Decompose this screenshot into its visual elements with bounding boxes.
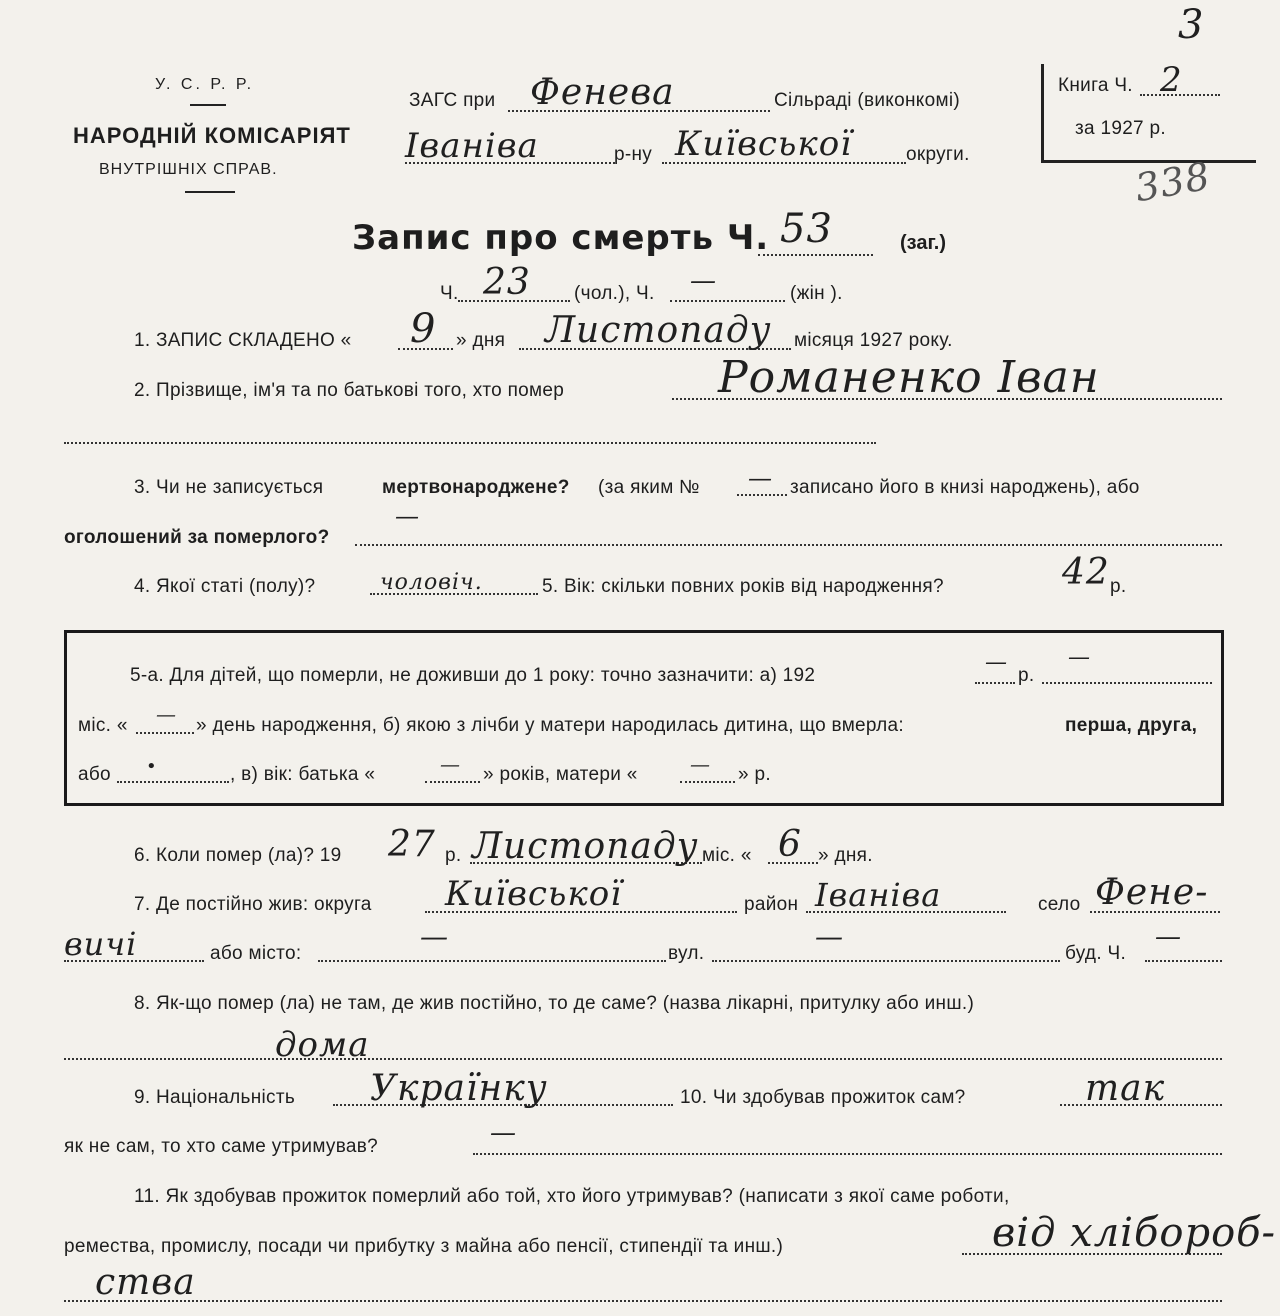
handwritten-supporter: — <box>490 1118 517 1148</box>
year-unit: р. <box>1018 665 1035 686</box>
handwritten-deceased-name: Романенко Іван <box>718 352 1100 403</box>
zags-suffix: Сільраді (виконкомі) <box>774 90 960 111</box>
handwritten-nationality: Українку <box>370 1068 548 1109</box>
divider <box>190 104 226 106</box>
dotted-line <box>473 1153 1222 1155</box>
handwritten-book-number: 2 <box>1160 60 1183 100</box>
handwritten-age: 42 <box>1062 552 1110 593</box>
item8-label: 8. Як-що помер (ла) не там, де жив постійно, то де саме? (назва лікарні, притулку або инш.) <box>134 993 975 1014</box>
item5a-month-label: міс. « <box>78 715 128 736</box>
handwritten-declared-dead: — <box>395 502 420 530</box>
item3-label-a: 3. Чи не записується <box>134 477 324 498</box>
dotted-line <box>680 781 735 783</box>
handwritten-father-age: — <box>440 752 461 776</box>
handwritten-place-of-death: дома <box>275 1025 370 1065</box>
dotted-line <box>670 300 785 302</box>
book-label: Книга Ч. <box>1058 75 1133 96</box>
item7-label-b: район <box>744 894 799 915</box>
handwritten-male-number: 23 <box>483 262 531 303</box>
item7-label-d: або місто: <box>210 943 302 964</box>
item11-line2: ремества, промислу, посади чи прибутку з майна або пенсії, стипендії та инш.) <box>64 1236 784 1257</box>
dotted-line <box>975 682 1015 684</box>
dotted-line <box>64 1300 1222 1302</box>
handwritten-sex: чоловіч. <box>380 570 483 595</box>
handwritten-record-number: 53 <box>780 206 833 252</box>
item5a-line3c: » р. <box>738 764 771 785</box>
item6-label-a: 6. Коли помер (ла)? 19 <box>134 845 342 866</box>
handwritten-okruha: Київської <box>675 124 853 164</box>
handwritten-infant-year: — <box>985 650 1008 675</box>
item7-label-f: буд. Ч. <box>1065 943 1127 964</box>
handwritten-death-month: Листопаду <box>472 826 699 867</box>
handwritten-residence-raion: Іваніва <box>815 876 942 914</box>
handwritten-residence-selo: Фене- <box>1095 872 1209 913</box>
handwritten-raion: Іваніва <box>405 126 539 166</box>
handwritten-zags-village: Фенева <box>530 72 675 113</box>
handwritten-street: — <box>815 920 844 953</box>
handwritten-infant-day: — <box>156 702 177 726</box>
dotted-line <box>64 1058 1222 1060</box>
dotted-line <box>1145 960 1222 962</box>
item10-label: 10. Чи здобував прожиток сам? <box>680 1087 966 1108</box>
item5a-line3b: » років, матери « <box>483 764 638 785</box>
bracket-line <box>1041 64 1044 162</box>
handwritten-infant-month: — <box>1068 645 1091 670</box>
handwritten-residence-okruha: Київської <box>445 874 623 914</box>
dotted-line <box>117 781 229 783</box>
item3-label-c: записано його в книзі народжень), або <box>790 477 1140 498</box>
handwritten-death-day: 6 <box>778 824 802 865</box>
handwritten-occupation: від хлібороб- <box>992 1210 1277 1256</box>
handwritten-day: 9 <box>410 306 437 352</box>
divider <box>185 191 235 193</box>
item9-label: 9. Національність <box>134 1087 296 1108</box>
department-title: ВНУТРІШНІХ СПРАВ. <box>99 161 278 178</box>
item6-label-d: » дня. <box>818 845 873 866</box>
female-label: (жін ). <box>790 283 843 304</box>
item5a-line3: , в) вік: батька « <box>230 764 376 785</box>
handwritten-female-number: — <box>690 266 717 296</box>
item6-label-c: міс. « <box>702 845 752 866</box>
state-abbrev: У. С. Р. Р. <box>155 76 255 93</box>
item1-label-a: 1. ЗАПИС СКЛАДЕНО « <box>134 330 352 351</box>
handwritten-self-supporting: так <box>1085 1068 1166 1109</box>
handwritten-corner-number: 338 <box>1131 153 1214 211</box>
raion-suffix: р-ну <box>614 144 653 165</box>
dotted-line <box>136 732 194 734</box>
dotted-line <box>712 960 1060 962</box>
item7-label-a: 7. Де постійно жив: округа <box>134 894 372 915</box>
zags-prefix: ЗАГС при <box>409 90 496 111</box>
commissariat-title: НАРОДНІЙ КОМІСАРІЯТ <box>73 123 351 148</box>
handwritten-corner-mark: 3 <box>1178 2 1205 48</box>
item6-label-b: р. <box>445 845 462 866</box>
dotted-line <box>1042 682 1212 684</box>
item3-stillborn: мертвонароджене? <box>382 477 570 498</box>
item5a-line1: 5-а. Для дітей, що померли, не доживши до 1 року: точно зазначити: а) 192 <box>130 665 816 686</box>
item7-label-c: село <box>1038 894 1081 915</box>
handwritten-residence-selo-cont: вичі <box>64 925 138 963</box>
dotted-line <box>758 254 873 256</box>
handwritten-occupation-cont: ства <box>95 1262 196 1303</box>
handwritten-city: — <box>420 920 449 953</box>
male-prefix: Ч. <box>440 283 459 304</box>
handwritten-death-year: 27 <box>388 824 436 865</box>
age-unit: р. <box>1110 576 1127 597</box>
record-title: Запис про смерть Ч. <box>352 218 770 258</box>
item3-declared-dead: оголошений за померлого? <box>64 527 330 548</box>
item10-b-label: як не сам, то хто саме утримував? <box>64 1136 379 1157</box>
dotted-line <box>318 960 666 962</box>
item3-label-b: (за яким № <box>598 477 700 498</box>
dotted-line <box>425 781 480 783</box>
male-label: (чол.), Ч. <box>574 283 655 304</box>
handwritten-month: Листопаду <box>545 310 772 351</box>
item7-label-e: вул. <box>668 943 705 964</box>
item5a-or-label: або <box>78 764 111 785</box>
item4-label: 4. Якої статі (полу)? <box>134 576 316 597</box>
item1-label-c: місяця 1927 року. <box>794 330 953 351</box>
handwritten-mother-age: — <box>690 752 711 776</box>
dotted-line <box>355 544 1222 546</box>
dotted-line <box>64 442 876 444</box>
handwritten-house-number: — <box>1155 922 1182 952</box>
item11-line1: 11. Як здобував прожиток померлий або той, хто його утримував? (написати з якої саме роботи, <box>134 1186 1010 1207</box>
item2-label: 2. Прізвище, ім'я та по батькові того, хто помер <box>134 380 565 401</box>
dotted-line <box>737 494 787 496</box>
item1-label-b: » дня <box>456 330 506 351</box>
book-year: за 1927 р. <box>1075 118 1166 139</box>
record-suffix: (заг.) <box>900 232 947 254</box>
item5a-birth-order: перша, друга, <box>1065 715 1198 736</box>
bracket-line <box>1041 160 1256 163</box>
handwritten-birth-order: • <box>146 756 158 777</box>
handwritten-birth-record-number: — <box>748 464 773 492</box>
item5-label: 5. Вік: скільки повних років від народження? <box>542 576 944 597</box>
okruha-suffix: округи. <box>906 144 970 165</box>
item5a-line2: » день народження, б) якою з лічби у матери народилась дитина, що вмерла: <box>196 715 904 736</box>
